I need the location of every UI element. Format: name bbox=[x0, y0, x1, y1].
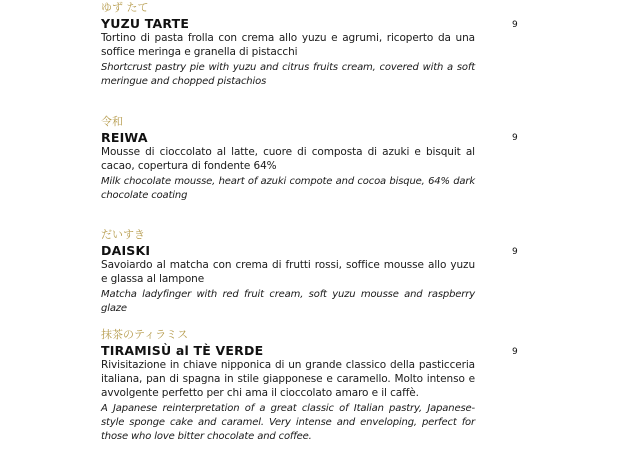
item-name: TIRAMISÙ al TÈ VERDE bbox=[101, 343, 264, 358]
item-description-italian: Tortino di pasta frolla con crema allo yuzu e agrumi, ricoperto da una soffice meringa e granella di pistacchi bbox=[101, 32, 475, 58]
item-japanese-name: だいすき bbox=[101, 228, 145, 241]
item-price: 9 bbox=[512, 247, 518, 257]
item-description-italian: Rivisitazione in chiave nipponica di un grande classico della pasticceria italiana, pan di spagna in stile giapponese e caramello. Molto intenso e avvolgente perfetto per chi ama il cioccolato amaro e il caffè. bbox=[101, 359, 475, 399]
item-japanese-name: ゆず たて bbox=[101, 1, 149, 14]
item-description-italian: Savoiardo al matcha con crema di frutti rossi, soffice mousse allo yuzu e glassa al lampone bbox=[101, 259, 475, 285]
item-name: DAISKI bbox=[101, 243, 151, 258]
item-price: 9 bbox=[512, 133, 518, 143]
item-name: YUZU TARTE bbox=[101, 16, 190, 31]
item-description-english: Matcha ladyfinger with red fruit cream, soft yuzu mousse and raspberry glaze bbox=[101, 289, 475, 314]
menu-item-reiwa bbox=[101, 115, 475, 203]
item-description-english: A Japanese reinterpretation of a great classic of Italian pastry, Japanese-style sponge cake and caramel. Very intense and enveloping, perfect for those who love bitter chocolate and coffee. bbox=[101, 403, 475, 442]
item-price: 9 bbox=[512, 20, 518, 30]
item-description-italian: Mousse di cioccolato al latte, cuore di composta di azuki e bisquit al cacao, copertura di fondente 64% bbox=[101, 146, 475, 172]
menu-item-tiramisu-te-verde bbox=[101, 328, 475, 444]
item-description-english: Shortcrust pastry pie with yuzu and citrus fruits cream, covered with a soft meringue and chopped pistachios bbox=[101, 62, 475, 87]
item-price: 9 bbox=[512, 347, 518, 357]
item-name: REIWA bbox=[101, 130, 148, 145]
item-japanese-name: 令和 bbox=[101, 115, 123, 128]
item-description-english: Milk chocolate mousse, heart of azuki compote and cocoa bisque, 64% dark chocolate coating bbox=[101, 176, 475, 201]
item-japanese-name: 抹茶のティラミス bbox=[101, 328, 189, 341]
menu-item-daiski bbox=[101, 228, 475, 316]
menu-item-yuzu-tarte bbox=[101, 1, 475, 89]
